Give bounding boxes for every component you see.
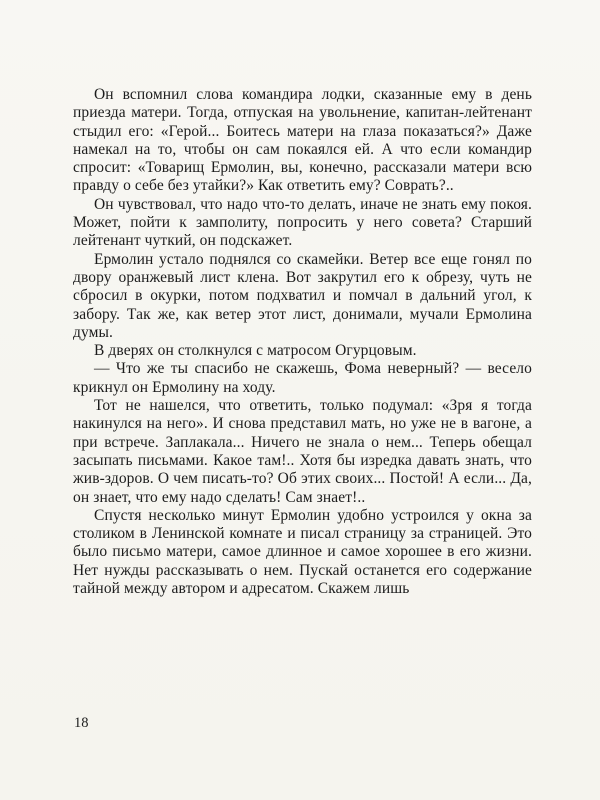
paragraph: Спустя несколько минут Ермолин удобно устроился у окна за столиком в Ленинской комнате и писал страницу за страницей. Это было письмо матери, самое длинное и самое хорошее в его жизни. Нет нужды рассказывать о нем. Пускай останется его содержание тайной между автором и адресатом. Скажем лишь xyxy=(73,506,532,598)
paragraph: В дверях он столкнулся с матросом Огурцовым. xyxy=(94,342,417,360)
page-number: 18 xyxy=(74,715,89,731)
page-text-block xyxy=(73,86,532,598)
paragraph: — Что же ты спасибо не скажешь, Фома неверный? — весело крикнул он Ермолину на ходу. xyxy=(73,360,532,396)
paragraph: Ермолин устало поднялся со скамейки. Ветер все еще гонял по двору оранжевый лист клена. Вот закрутил его к обрезу, чуть не сбросил в окурки, потом подхватил и помчал в дальний угол, к забору. Так же, как ветер этот лист, донимали, мучали Ермолина думы. xyxy=(73,250,532,341)
paragraph: Он чувствовал, что надо что-то делать, иначе не знать ему покоя. Может, пойти к замполиту, попросить у него совета? Старший лейтенант чуткий, он подскажет. xyxy=(73,195,532,250)
paragraph: Он вспомнил слова командира лодки, сказанные ему в день приезда матери. Тогда, отпуская на увольнение, капитан-лейтенант стыдил его: «Герой... Боитесь матери на глаза показаться?» Даже намекал на то, чтобы он сам покаялся ей. А что если командир спросит: «Товарищ Ермолин, вы, конечно, рассказали матери всю правду о себе без утайки?» Как ответить ему? Соврать?.. xyxy=(73,86,532,195)
paragraph: Тот не нашелся, что ответить, только подумал: «Зря я тогда накинулся на него». И снова представил мать, но уже не в вагоне, а при встрече. Заплакала... Ничего не знала о нем... Теперь обещал засыпать письмами. Какое там!.. Хотя бы изредка давать знать, что жив-здоров. О чем писать-то? Об этих своих... Постой! А если... Да, он знает, что ему надо сделать! Сам знает!.. xyxy=(73,397,532,506)
